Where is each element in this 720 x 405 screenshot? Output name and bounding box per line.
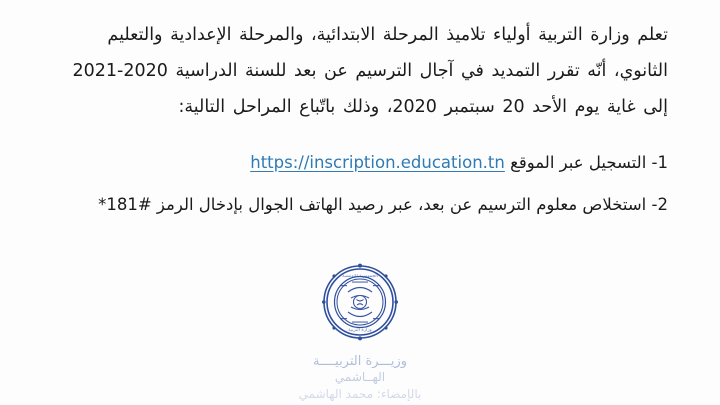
step-text: التسجيل عبر الموقع (510, 152, 647, 172)
announcement-body (52, 18, 668, 126)
list-item (52, 146, 668, 181)
steps-list (52, 146, 668, 223)
signature-line-1: وزيـــرة التربيــــة (312, 354, 408, 369)
signature-line-3: بالإمضاء: محمد الهاشمي (298, 387, 422, 401)
step-text: استخلاص معلوم الترسيم عن بعد، عبر رصيد الهاتف الجوال بإدخال الرمز #181* (98, 195, 647, 215)
step-number: 2- (651, 195, 668, 215)
signature-line-2: الهــاشمي (334, 370, 386, 384)
list-item (52, 188, 668, 223)
ministry-seal-icon (304, 252, 416, 352)
official-stamp-area (0, 252, 720, 401)
announcement-paragraph: تعلم وزارة التربية أولياء تلاميذ المرحلة الابتدائية، والمرحلة الإعدادية والتعليم الثانوي، أنّه تقرر التمديد في آجال الترسيم عن بعد للسنة الدراسية 2020-2021 إلى غاية يوم الأحد 20 سبتمبر 2020، وذلك باتّباع المراحل التالية: (72, 25, 668, 117)
registration-website-link[interactable]: https://inscription.education.tn (250, 152, 505, 172)
step-number: 1- (651, 152, 668, 172)
svg-text:وزارة التربية: وزارة التربية (348, 328, 372, 333)
svg-text:الجمهورية التونسية: الجمهورية التونسية (342, 274, 378, 279)
